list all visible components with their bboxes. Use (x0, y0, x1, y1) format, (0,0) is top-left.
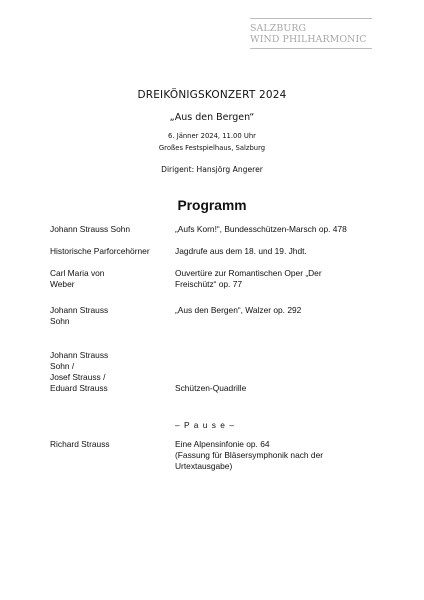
composer-name (50, 224, 168, 235)
work-title (175, 305, 385, 316)
work-line: Jagdrufe aus dem 18. und 19. Jhdt. (175, 246, 307, 256)
work-title (175, 224, 385, 235)
work-line: „Aufs Korn!“, Bundesschützen-Marsch op. 478 (175, 224, 347, 234)
work-title (175, 439, 385, 472)
logo-line-1: SALZBURG (250, 23, 307, 34)
work-line: Eine Alpensinfonie op. 64 (175, 439, 270, 449)
composer-name (50, 350, 168, 394)
work-line: (Fassung für Bläsersymphonik nach der (175, 450, 324, 460)
work-title (175, 268, 385, 290)
composer-name (50, 246, 168, 257)
composer-line: Carl Maria von (50, 268, 105, 278)
composer-line: Weber (50, 279, 75, 289)
concert-venue: Großes Festspielhaus, Salzburg (158, 144, 266, 152)
composer-line: Historische Parforcehörner (50, 246, 150, 256)
program-heading: Programm (177, 198, 247, 213)
logo-top-rule (250, 18, 372, 19)
composer-line: Sohn / (50, 361, 75, 371)
intermission-label: – P a u s e – (175, 420, 235, 430)
composer-line: Richard Strauss (50, 439, 110, 449)
composer-line: Johann Strauss (50, 305, 109, 315)
orchestra-logo (250, 18, 374, 49)
concert-date: 6. Jänner 2024, 11.00 Uhr (168, 132, 256, 140)
composer-line: Sohn (50, 316, 70, 326)
work-line: Urtextausgabe) (175, 461, 233, 471)
concert-title: DREIKÖNIGSKONZERT 2024 (137, 89, 287, 101)
composer-line: Josef Strauss / (50, 372, 106, 382)
work-line: „Aus den Bergen“, Walzer op. 292 (175, 305, 302, 315)
composer-name (50, 268, 168, 290)
composer-line: Eduard Strauss (50, 383, 108, 393)
work-line: Freischütz“ op. 77 (175, 279, 243, 289)
work-title (175, 383, 385, 394)
composer-line: Johann Strauss (50, 350, 109, 360)
logo-bottom-rule (250, 48, 372, 49)
conductor-line: Dirigent: Hansjörg Angerer (161, 165, 263, 174)
work-title (175, 246, 385, 257)
composer-name (50, 305, 168, 327)
work-line: Ouvertüre zur Romantischen Oper „Der (175, 268, 322, 278)
logo-line-2: WIND PHILHARMONIC (250, 34, 367, 45)
composer-name (50, 439, 168, 450)
concert-subtitle: „Aus den Bergen“ (169, 112, 255, 123)
composer-line: Johann Strauss Sohn (50, 224, 131, 234)
work-line: Schützen-Quadrille (175, 383, 247, 393)
